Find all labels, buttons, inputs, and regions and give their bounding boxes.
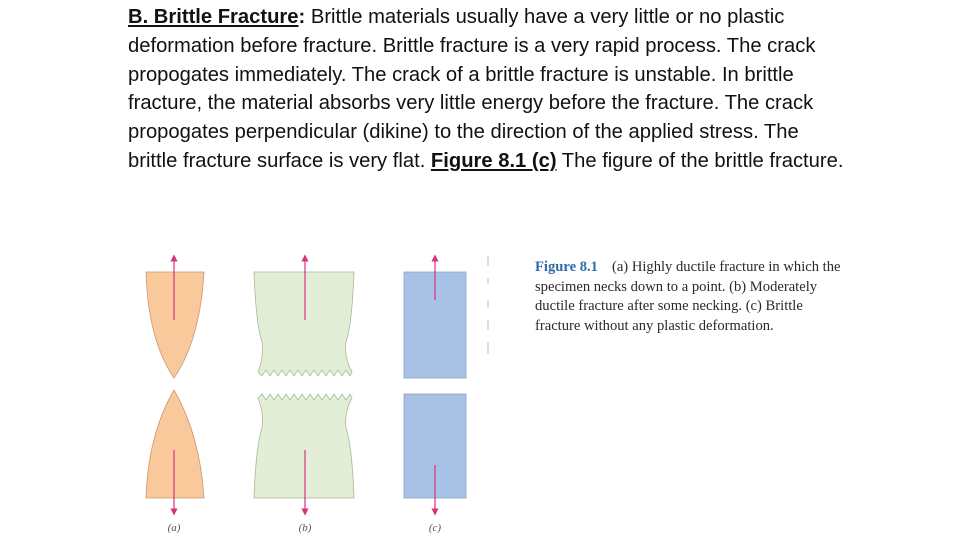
specimen-c-brittle bbox=[404, 258, 466, 534]
label-a: (a) bbox=[167, 522, 181, 534]
figure-caption-label: Figure 8.1 bbox=[535, 259, 598, 275]
fracture-figure bbox=[140, 250, 500, 540]
figure-caption bbox=[535, 258, 845, 337]
body-text-1: Brittle materials usually have a very little or no plastic deformation before fracture. Brittle fracture is a very rapid process. The crack propogates immediately. The crack of a brittle fracture is unstable. In brittle fracture, the material absorbs very little energy before the fracture. The crack propogates perpendicular (dikine) to the direction of the applied stress. The brittle fracture surface is very flat. bbox=[128, 6, 816, 172]
label-b: (b) bbox=[298, 522, 312, 534]
figure-caption-text: (a) Highly ductile fracture in which the specimen necks down to a point. (b) Moderately ductile fracture after some necking. (c) Brittle fracture without any plastic deformation. bbox=[535, 259, 841, 335]
body-text-2: The figure of the brittle fracture. bbox=[556, 149, 844, 172]
fracture-diagram bbox=[140, 250, 500, 540]
heading-colon: : bbox=[298, 6, 306, 28]
figure-reference: Figure 8.1 (c) bbox=[430, 149, 557, 172]
section-heading: B. Brittle Fracture bbox=[128, 6, 299, 28]
body-paragraph bbox=[128, 3, 848, 176]
label-c: (c) bbox=[428, 522, 442, 534]
specimen-b-moderately-ductile bbox=[254, 258, 354, 534]
specimen-a-highly-ductile bbox=[146, 258, 204, 534]
